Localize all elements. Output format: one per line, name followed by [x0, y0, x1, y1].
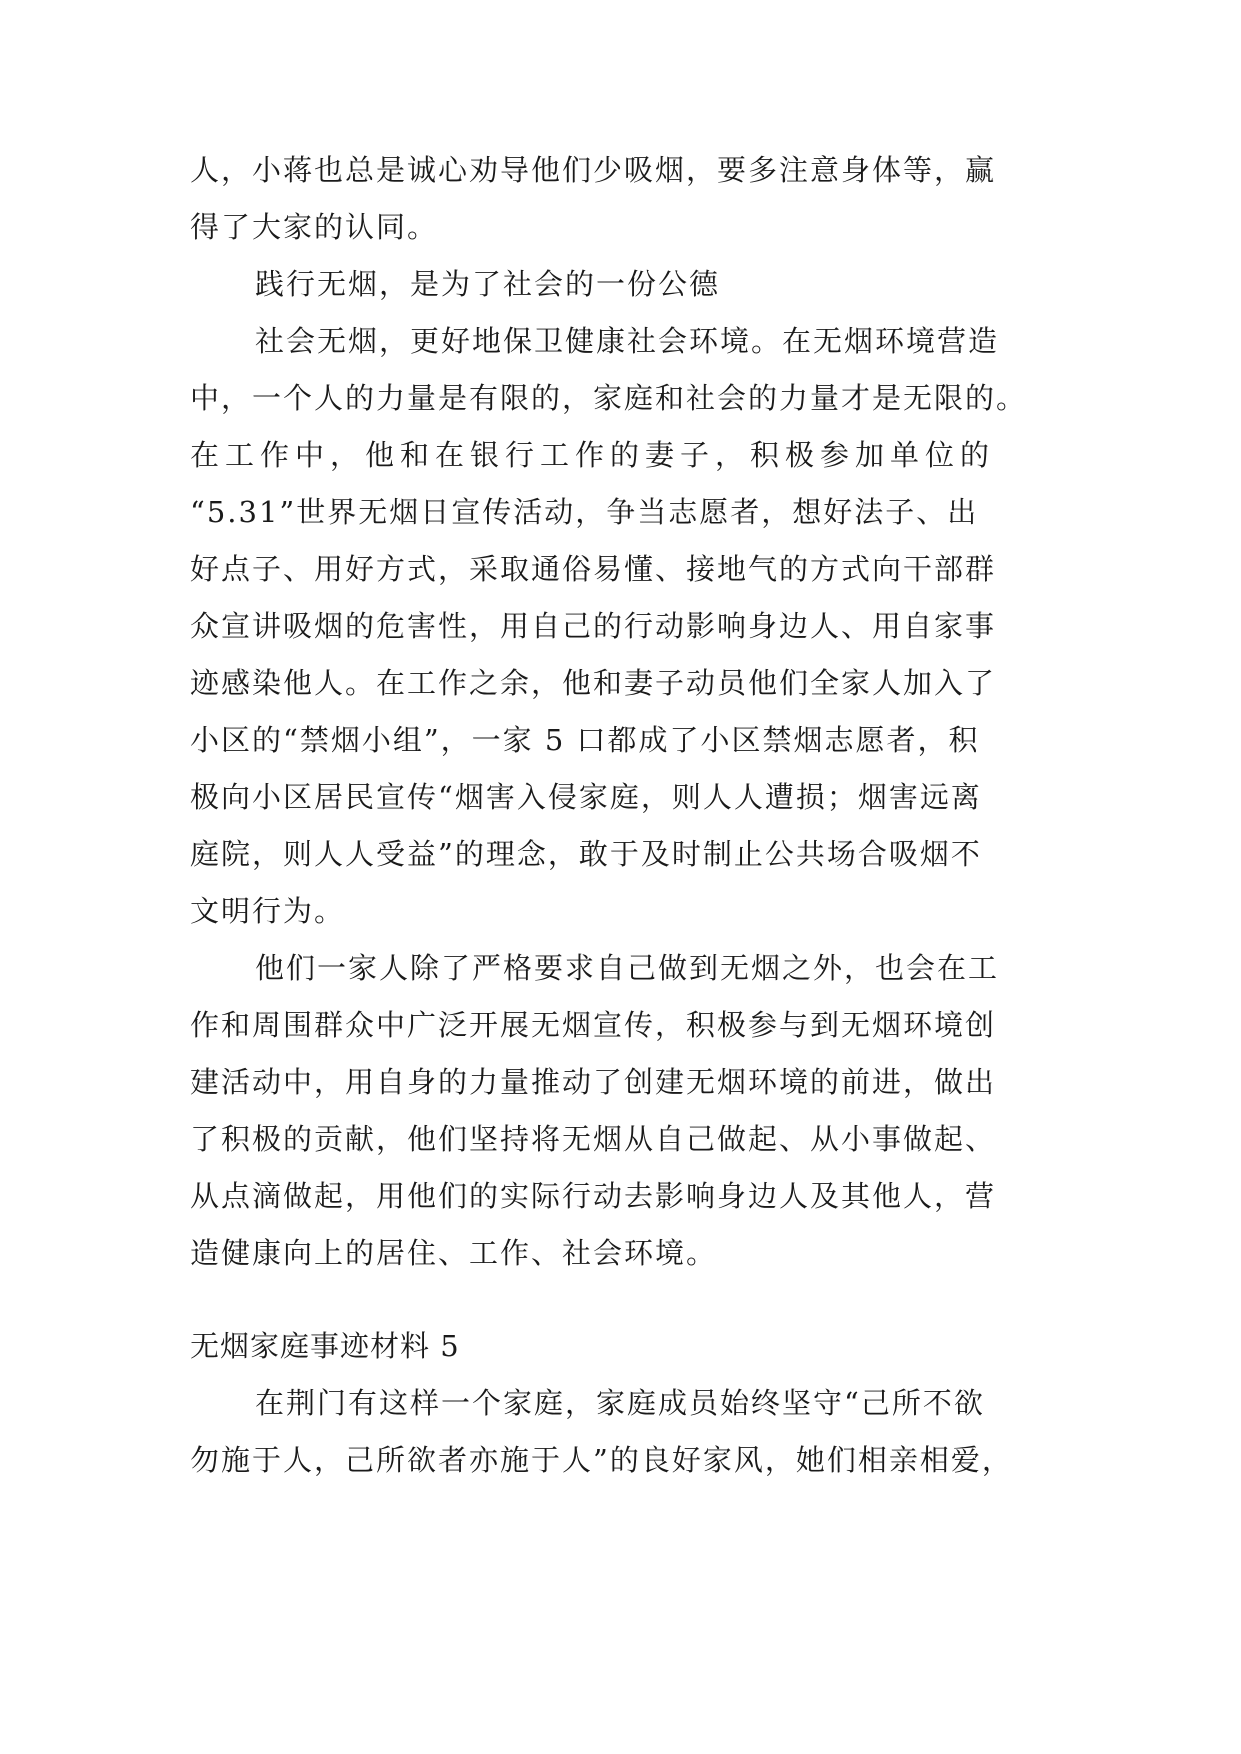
text-line: 人，小蒋也总是诚心劝导他们少吸烟，要多注意身体等，赢 — [190, 153, 997, 187]
text-line: 庭院，则人人受益”的理念，敢于及时制止公共场合吸烟不 — [190, 837, 982, 871]
text-line: 勿施于人，己所欲者亦施于人”的良好家风，她们相亲相爱， — [190, 1443, 1013, 1477]
text-line: 文明行为。 — [190, 894, 346, 928]
text-line: “5.31”世界无烟日宣传活动，争当志愿者，想好法子、出 — [190, 495, 979, 529]
text-line: 从点滴做起，用他们的实际行动去影响身边人及其他人，营 — [190, 1179, 997, 1213]
text-line: 极向小区居民宣传“烟害入侵家庭，则人人遭损；烟害远离 — [190, 780, 982, 814]
text-line: 在工作中，他和在银行工作的妻子，积极参加单位的 — [190, 438, 996, 472]
text-line: 迹感染他人。在工作之余，他和妻子动员他们全家人加入了 — [190, 666, 997, 700]
text-line: 造健康向上的居住、工作、社会环境。 — [190, 1236, 718, 1270]
section-heading: 无烟家庭事迹材料 5 — [190, 1329, 460, 1363]
text-line: 众宣讲吸烟的危害性，用自己的行动影响身边人、用自家事 — [190, 609, 997, 643]
text-line: 建活动中，用自身的力量推动了创建无烟环境的前进，做出 — [190, 1065, 997, 1099]
text-line: 小区的“禁烟小组”，一家 5 口都成了小区禁烟志愿者，积 — [190, 723, 980, 757]
text-line: 得了大家的认同。 — [190, 210, 439, 244]
text-line: 他们一家人除了严格要求自己做到无烟之外，也会在工 — [255, 951, 1000, 985]
text-line: 社会无烟，更好地保卫健康社会环境。在无烟环境营造 — [255, 324, 1000, 358]
text-line: 好点子、用好方式，采取通俗易懂、接地气的方式向干部群 — [190, 552, 997, 586]
text-line: 中，一个人的力量是有限的，家庭和社会的力量才是无限的。 — [190, 381, 1028, 415]
text-line: 在荆门有这样一个家庭，家庭成员始终坚守“己所不欲 — [255, 1386, 985, 1420]
text-line: 作和周围群众中广泛开展无烟宣传，积极参与到无烟环境创 — [190, 1008, 997, 1042]
text-line: 了积极的贡献，他们坚持将无烟从自己做起、从小事做起、 — [190, 1122, 997, 1156]
section-subheading: 践行无烟，是为了社会的一份公德 — [255, 267, 721, 301]
